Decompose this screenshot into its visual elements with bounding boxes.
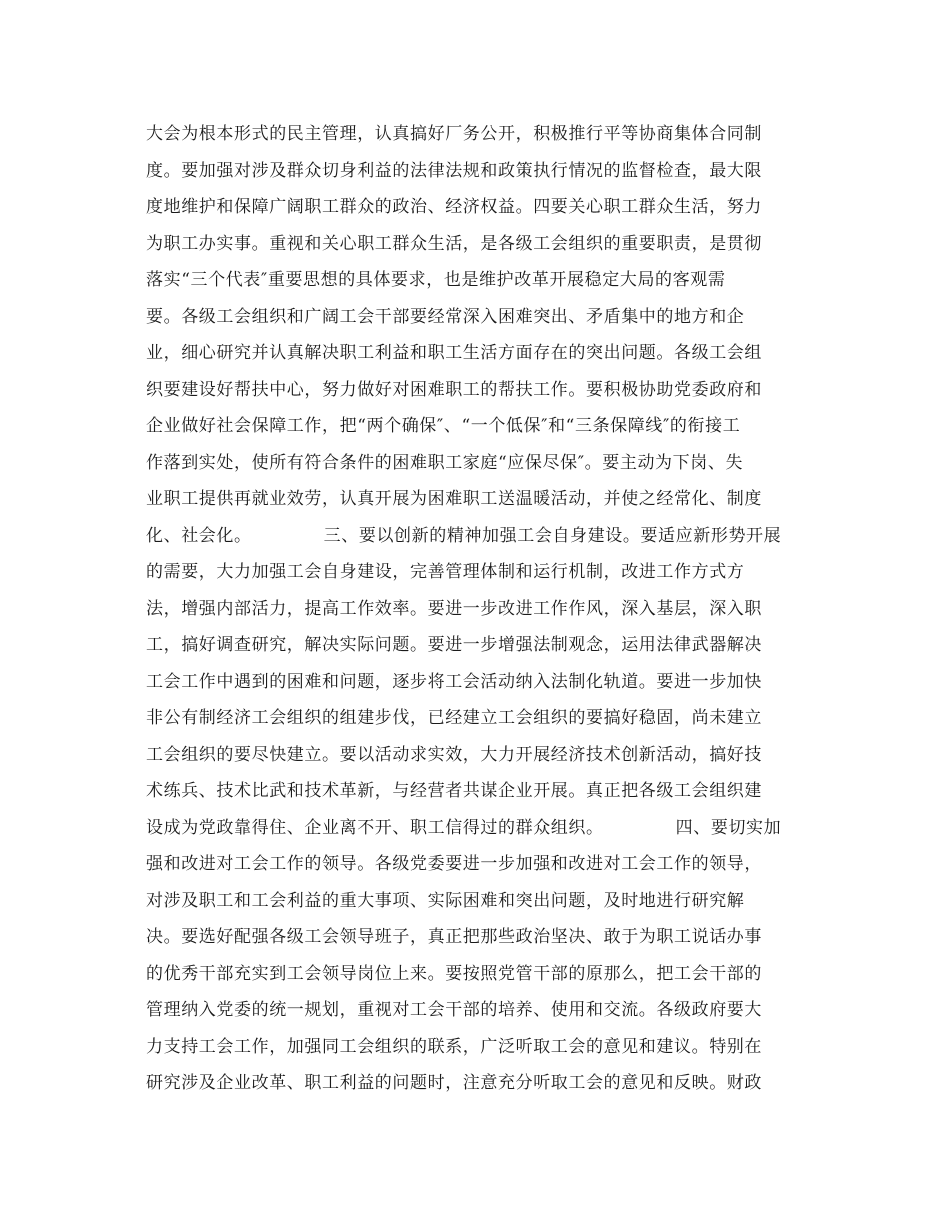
text-line: 的优秀干部充实到工会领导岗位上来。要按照党管干部的原那么，把工会干部的 xyxy=(146,963,762,984)
text-line: 力支持工会工作，加强同工会组织的联系，广泛听取工会的意见和建议。特别在 xyxy=(146,1036,762,1057)
text-line: 工会组织的要尽快建立。要以活动求实效，大力开展经济技术创新活动，搞好技 xyxy=(146,744,762,765)
text-line: 决。要选好配强各级工会领导班子，真正把那些政治坚决、敢于为职工说话办事 xyxy=(146,927,762,947)
text-line: 业，细心研究并认真解决职工利益和职工生活方面存在的突出问题。各级工会组 xyxy=(146,343,762,363)
text-line: 对涉及职工和工会利益的重大事项、实际困难和突出问题，及时地进行研究解 xyxy=(146,890,745,911)
text-line: 要。各级工会组织和广阔工会干部要经常深入困难突出、矛盾集中的地方和企 xyxy=(146,306,745,327)
text-line: 强和改进对工会工作的领导。各级党委要进一步加强和改进对工会工作的领导， xyxy=(146,854,762,874)
text-line: 非公有制经济工会组织的组建步伐，已经建立工会组织的要搞好稳固，尚未建立 xyxy=(146,708,762,728)
text-line: 设成为党政靠得住、企业离不开、职工信得过的群众组织。 四、要切实加 xyxy=(146,817,782,838)
text-line: 法，增强内部活力，提高工作效率。要进一步改进工作作风，深入基层，深入职 xyxy=(146,598,762,619)
text-line: 作落到实处，使所有符合条件的困难职工家庭“应保尽保″。要主动为下岗、失 xyxy=(146,452,744,473)
text-line: 度地维护和保障广阔职工群众的政治、经济权益。四要关心职工群众生活，努力 xyxy=(146,197,762,217)
text-line: 业职工提供再就业效劳，认真开展为困难职工送温暖活动，并使之经常化、制度 xyxy=(146,489,762,509)
text-line: 的需要，大力加强工会自身建设，完善管理体制和运行机制，改进工作方式方 xyxy=(146,562,745,582)
text-line: 管理纳入党委的统一规划，重视对工会干部的培养、使用和交流。各级政府要大 xyxy=(146,1000,762,1020)
text-line: 落实“三个代表″重要思想的具体要求，也是维护改革开展稳定大局的客观需 xyxy=(146,270,726,290)
text-line: 织要建设好帮扶中心，努力做好对困难职工的帮扶工作。要积极协助党委政府和 xyxy=(146,379,762,400)
text-line: 为职工办实事。重视和关心职工群众生活，是各级工会组织的重要职责，是贯彻 xyxy=(146,233,762,254)
text-line: 研究涉及企业改革、职工利益的问题时，注意充分听取工会的意见和反映。财政 xyxy=(146,1073,762,1093)
text-line: 大会为根本形式的民主管理，认真搞好厂务公开，积极推行平等协商集体合同制 xyxy=(146,124,762,144)
text-line: 工，搞好调查研究，解决实际问题。要进一步增强法制观念，运用法律武器解决 xyxy=(146,635,762,655)
body-text xyxy=(146,116,816,1102)
text-line: 企业做好社会保障工作，把“两个确保″、“一个低保″和“三条保障线″的衔接工 xyxy=(146,416,741,436)
text-line: 度。要加强对涉及群众切身利益的法律法规和政策执行情况的监督检查，最大限 xyxy=(146,160,762,181)
text-line: 工会工作中遇到的困难和问题，逐步将工会活动纳入法制化轨道。要进一步加快 xyxy=(146,671,762,692)
text-line: 术练兵、技术比武和技术革新，与经营者共谋企业开展。真正把各级工会组织建 xyxy=(146,781,762,801)
text-line: 化、社会化。 三、要以创新的精神加强工会自身建设。要适应新形势开展 xyxy=(146,525,782,546)
